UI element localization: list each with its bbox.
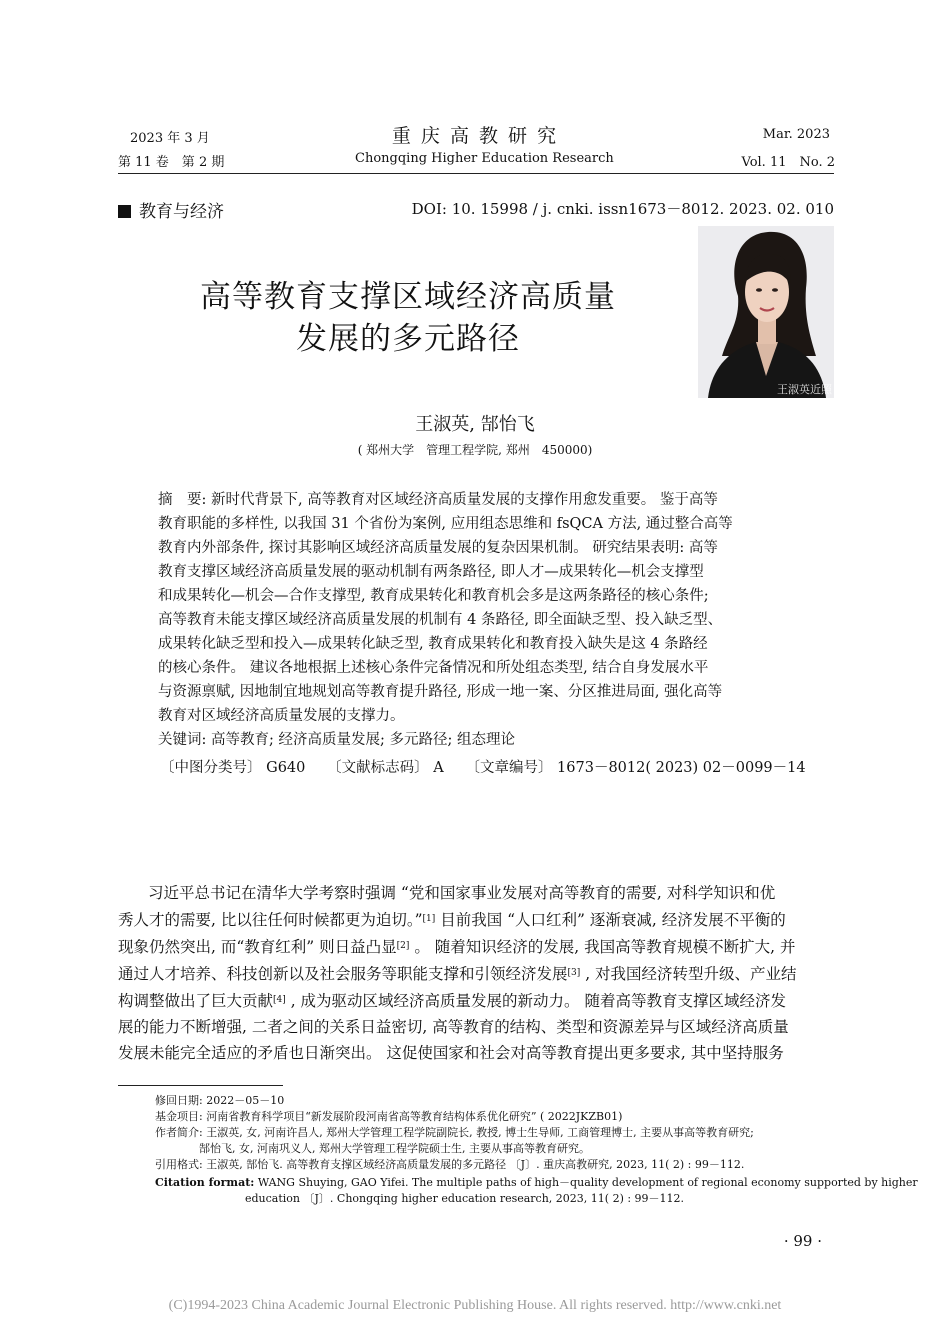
abstract-line: 教育对区域经济高质量发展的支撑力。 — [158, 708, 405, 724]
header-volume-cn: 第 11 卷 第 2 期 — [118, 155, 225, 170]
abstract-line: 的核心条件。 建议各地根据上述核心条件完备情况和所处组态类型, 结合自身发展水平 — [158, 660, 709, 676]
header-rule — [118, 173, 834, 174]
body-line: 展的能力不断增强, 二者之间的关系日益密切, 高等教育的结构、类型和资源差异与区域经济高质量 — [118, 1018, 789, 1036]
body-line: 秀人才的需要, 比以往任何时候都更为迫切。”[1] 目前我国 “人口红利” 逐渐衰减, 经济发展不平衡的 — [118, 911, 786, 929]
classification: 〔中图分类号〕 G640 〔文献标志码〕 A 〔文章编号〕 1673－8012( 2023) 02－0099－14 — [160, 760, 806, 776]
cite-en-label: Citation format: — [155, 1176, 255, 1189]
footnote-fund: 基金项目: 河南省教育科学项目“新发展阶段河南省高等教育结构体系优化研究” ( 2022JKZB01) — [155, 1110, 623, 1123]
body-line: 现象仍然突出, 而“教育红利” 则日益凸显[2] 。 随着知识经济的发展, 我国高等教育规模不断扩大, 并 — [118, 938, 796, 956]
abstract-line: 和成果转化—机会—合作支撑型, 教育成果转化和教育机会多是这两条路径的核心条件; — [158, 588, 709, 604]
footnote-revised: 修回日期: 2022－05－10 — [155, 1094, 285, 1107]
citation-ref[interactable]: [4] — [273, 995, 286, 1005]
footnotes — [155, 1093, 918, 1207]
body-line: 构调整做出了巨大贡献[4] , 成为驱动区域经济高质量发展的新动力。 随着高等教育支撑区域经济发 — [118, 992, 786, 1010]
body-text — [118, 880, 797, 1066]
abstract-line: 高等教育未能支撑区域经济高质量发展的机制有 4 条路径, 即全面缺乏型、投入缺乏型、 — [158, 612, 723, 628]
body-line: 发展未能完全适应的矛盾也日渐突出。 这促使国家和社会对高等教育提出更多要求, 其中坚持服务 — [118, 1044, 784, 1062]
abstract-line: 教育内外部条件, 探讨其影响区域经济高质量发展的复杂因果机制。 研究结果表明: 高等 — [158, 540, 718, 556]
article-title-line-1: 高等教育支撑区域经济高质量 — [200, 279, 616, 315]
photo-caption: 王淑英近照 — [777, 383, 832, 396]
article-title-line-2: 发展的多元路径 — [296, 321, 520, 357]
citation-ref[interactable]: [3] — [567, 968, 581, 978]
author-portrait-image — [698, 226, 834, 398]
footnote-rule — [118, 1085, 283, 1086]
authors: 王淑英, 郜怡飞 — [415, 414, 535, 435]
page-number: · 99 · — [783, 1232, 822, 1250]
journal-title-cn: 重 庆 高 教 研 究 — [391, 125, 559, 147]
footnote-author-1: 作者简介: 王淑英, 女, 河南许昌人, 郑州大学管理工程学院副院长, 教授, 博士生导师, 工商管理博士, 主要从事高等教育研究; — [155, 1126, 754, 1139]
journal-title-en: Chongqing Higher Education Research — [355, 151, 614, 166]
footnote-cite-en-2: education 〔J〕. Chongqing higher education research, 2023, 11( 2) : 99－112. — [245, 1192, 685, 1205]
abstract-line: 成果转化缺乏型和投入—成果转化缺乏型, 教育成果转化和教育投入缺失是这 4 条路经 — [158, 636, 708, 652]
abstract-line: 教育职能的多样性, 以我国 31 个省份为案例, 应用组态思维和 fsQCA 方法, 通过整合高等 — [158, 516, 733, 532]
copyright-watermark: (C)1994-2023 China Academic Journal Electronic Publishing House. All rights reserved. http://www.cnki.net — [168, 1298, 782, 1313]
header-volume-en: Vol. 11 No. 2 — [741, 155, 835, 170]
abstract — [158, 488, 806, 780]
section-label — [118, 197, 224, 222]
citation-ref[interactable]: [2] — [396, 941, 410, 951]
section-text: 教育与经济 — [139, 202, 224, 222]
footnote-author-2: 郜怡飞, 女, 河南巩义人, 郑州大学管理工程学院硕士生, 主要从事高等教育研究。 — [199, 1142, 590, 1155]
keywords: 关键词: 高等教育; 经济高质量发展; 多元路径; 组态理论 — [158, 732, 515, 748]
doi: DOI: 10. 15998 / j. cnki. issn1673－8012. 2023. 02. 010 — [411, 200, 834, 218]
footnote-cite-cn: 引用格式: 王淑英, 郜怡飞. 高等教育支撑区域经济高质量发展的多元路径 〔J〕. 重庆高教研究, 2023, 11( 2) : 99－112. — [155, 1158, 745, 1171]
body-line: 通过人才培养、科技创新以及社会服务等职能支撑和引领经济发展[3] , 对我国经济转型升级、产业结 — [118, 965, 797, 983]
header-date-cn: 2023 年 3 月 — [130, 131, 210, 146]
abstract-line: 摘 要: 新时代背景下, 高等教育对区域经济高质量发展的支撑作用愈发重要。 鉴于高等 — [158, 492, 718, 508]
abstract-line: 与资源禀赋, 因地制宜地规划高等教育提升路径, 形成一地一案、分区推进局面, 强化高等 — [158, 684, 723, 700]
square-bullet-icon — [118, 205, 131, 218]
citation-ref[interactable]: [1] — [422, 914, 436, 924]
author-photo — [698, 226, 834, 398]
affiliation: ( 郑州大学 管理工程学院, 郑州 450000) — [357, 443, 593, 457]
body-line: 习近平总书记在清华大学考察时强调 “党和国家事业发展对高等教育的需要, 对科学知识和优 — [148, 884, 776, 902]
abstract-line: 教育支撑区域经济高质量发展的驱动机制有两条路径, 即人才—成果转化—机会支撑型 — [158, 564, 704, 580]
footnote-cite-en: Citation format: WANG Shuying, GAO Yifei. The multiple paths of high－quality development of regional economy supported by higher — [155, 1176, 918, 1189]
header-date-en: Mar. 2023 — [762, 127, 830, 142]
